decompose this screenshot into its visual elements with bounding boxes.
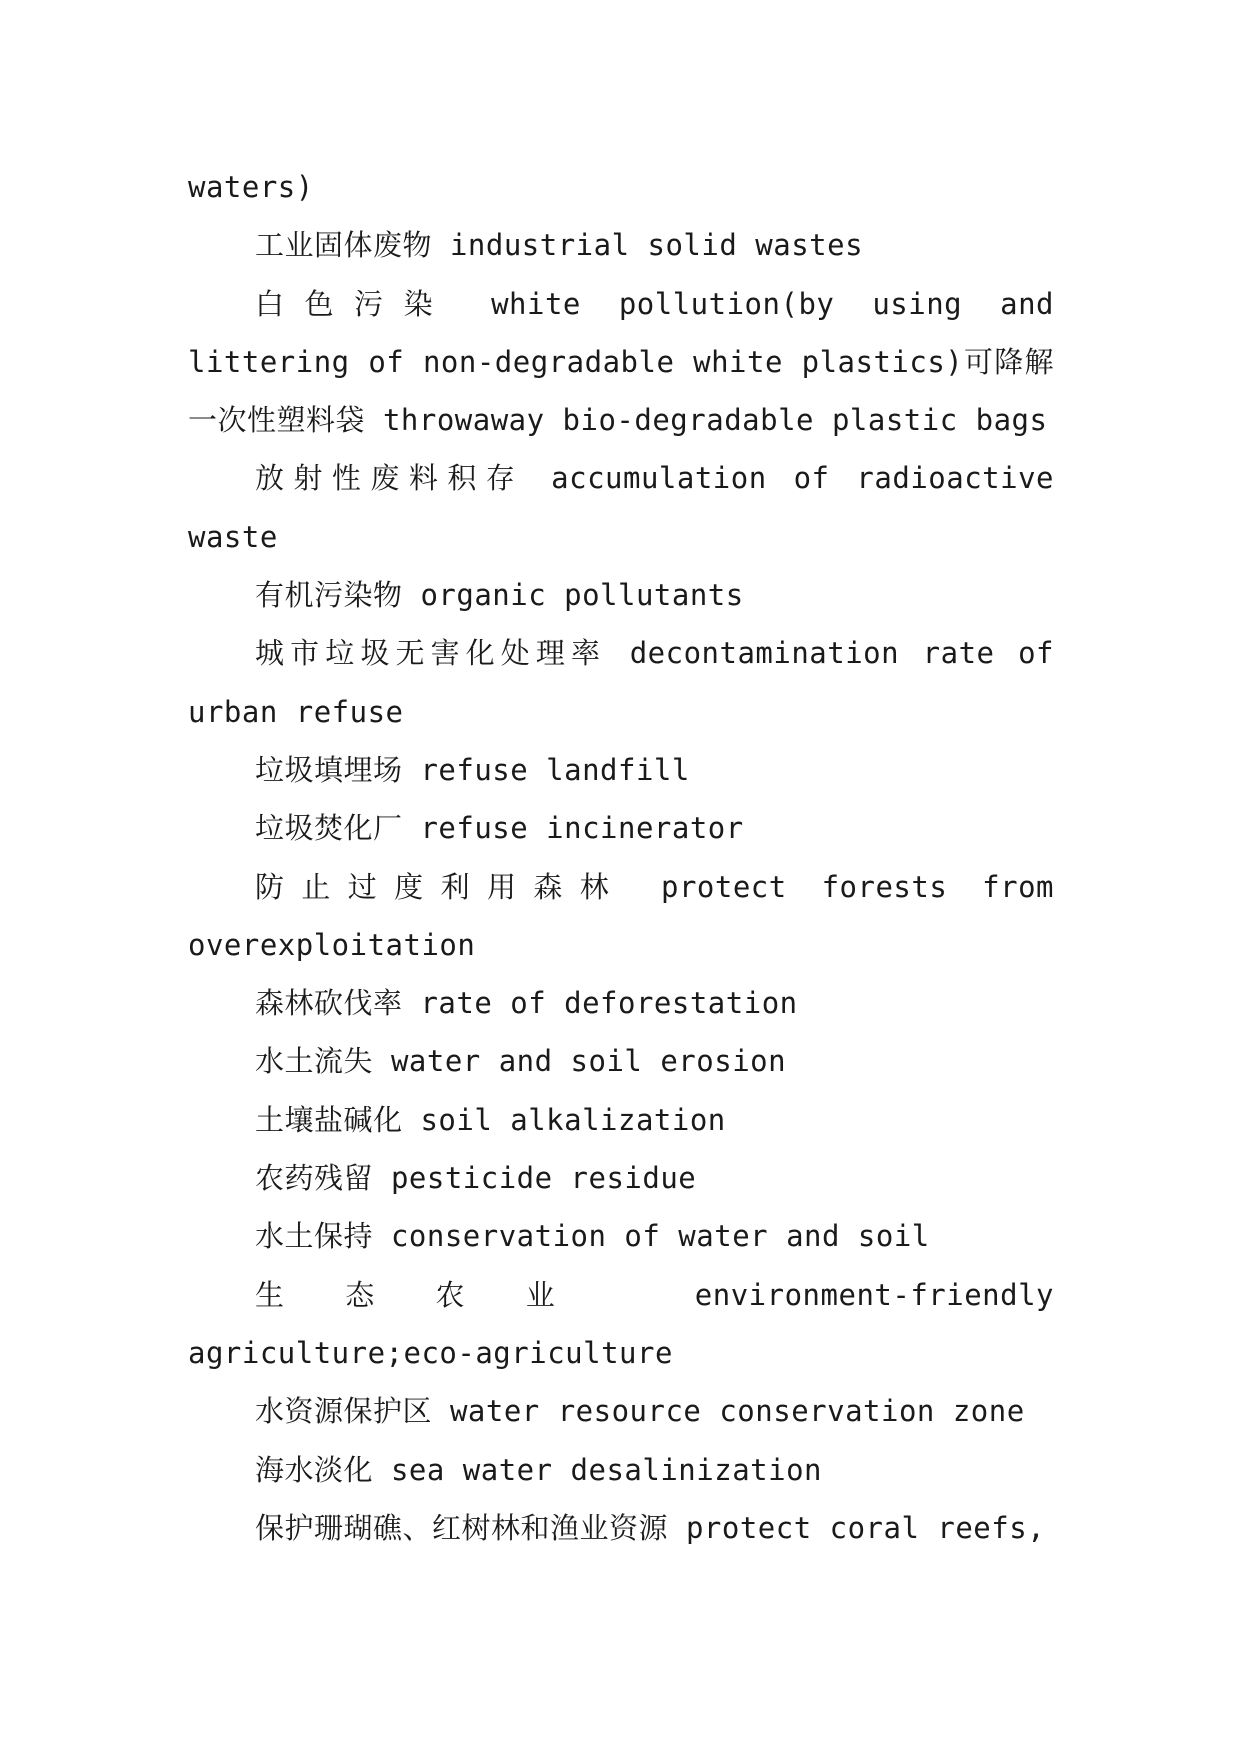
paragraph-16: 水资源保护区 water resource conservation zone [255, 1394, 1025, 1429]
paragraph-5: 有机污染物 organic pollutants [255, 578, 744, 613]
paragraph-13: 农药残留 pesticide residue [255, 1161, 697, 1196]
paragraph-11: 水土流失 water and soil erosion [255, 1044, 787, 1079]
paragraph-14: 水土保持 conservation of water and soil [255, 1219, 930, 1254]
paragraph-3: 白色污染 white pollution(by using and littering of non-degradable white plastics)可降解一次性塑料袋 throwaway bio-degradable plastic bags [188, 286, 1054, 438]
paragraph-4: 放射性废料积存 accumulation of radioactive waste [188, 461, 1054, 554]
paragraph-12: 土壤盐碱化 soil alkalization [255, 1102, 726, 1137]
paragraph-10: 森林砍伐率 rate of deforestation [255, 986, 798, 1021]
paragraph-18: 保护珊瑚礁、红树林和渔业资源 protect coral reefs, [255, 1510, 1046, 1545]
paragraph-7: 垃圾填埋场 refuse landfill [255, 752, 690, 787]
paragraph-15: 生态农业 environment-friendly agriculture;eco-agriculture [188, 1277, 1054, 1370]
paragraph-1: waters) [188, 170, 314, 204]
paragraph-6: 城市垃圾无害化处理率 decontamination rate of urban refuse [188, 636, 1054, 729]
paragraph-17: 海水淡化 sea water desalinization [255, 1452, 822, 1487]
paragraph-9: 防止过度利用森林 protect forests from overexploitation [188, 869, 1054, 962]
paragraph-8: 垃圾焚化厂 refuse incinerator [255, 811, 744, 846]
paragraph-2: 工业固体废物 industrial solid wastes [255, 228, 864, 263]
document-body [188, 158, 1054, 1557]
